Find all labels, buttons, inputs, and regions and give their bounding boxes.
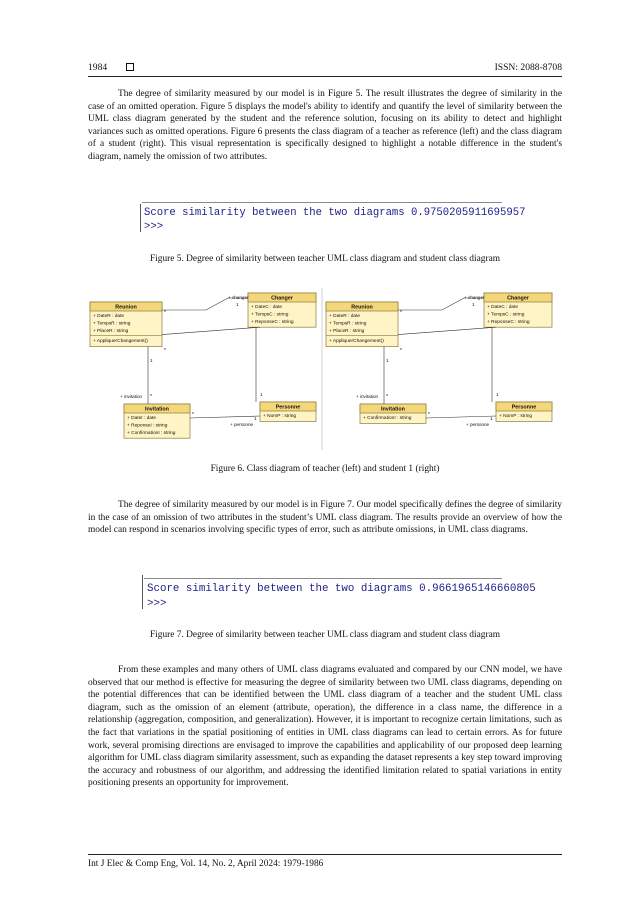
multiplicity-label: 1: [496, 392, 499, 397]
changer-class-name: Changer: [271, 295, 293, 302]
association-label: + personne: [230, 422, 254, 427]
changer-attribute: + ReponseC : string: [487, 320, 530, 325]
invitation-attribute: + DateI : date: [127, 416, 156, 422]
paragraph-1: The degree of similarity measured by our model is in Figure 5. The result illustrates the degree of similarity in the case of an omitted operation. Figure 5 displays the model's ability to identify and quantify the level of similarity between the UML class diagram generated by the student and the reference solution, focusing on its ability to detect and highlight variances such as omitted operations. Figure 6 presents the class diagram of a teacher as reference (left) and the class diagram of a student (right). This visual representation is specifically designed to highlight a notable difference in the student's diagram, namely the omission of two attributes.: [88, 89, 562, 162]
reunion-class-name: Reunion: [115, 304, 137, 311]
figure-7-caption: Figure 7. Degree of similarity between teacher UML class diagram and student class diagram: [149, 630, 501, 640]
reunion-attribute: + PlaceR : string: [329, 329, 365, 334]
changer-attribute: + DateC : date: [487, 305, 519, 311]
changer-attribute: + TempsC : string: [487, 312, 525, 318]
paragraph-3: From these examples and many others of UML class diagrams evaluated and compared by our CNN model, we have observed that our method is effective for measuring the degree of similarity between two UML class diagrams, depending on the potential differences that can be identified between the UML class diagram of a teacher and the student UML class diagram, such as the omission of an element (attribute, operation), the difference in a class name, the difference in a relationship (aggregation, composition, and generalization). However, it is important to recognize certain limitations, such as the fact that variations in the spatial positioning of entities in UML class diagrams can lead to certain errors. As for future work, several promising directions are envisaged to improve the capabilities and applicability of our proposed deep learning algorithm for UML class diagram similarity assessment, such as expanding the dataset represents a key step toward improving the accuracy and robustness of our algorithm, and addressing the identified limitation related to spatial variations in entity positioning presents an opportunity for improvement.: [88, 665, 563, 789]
footer-rule: [88, 854, 562, 855]
multiplicity-label: *: [428, 412, 430, 418]
invitation-attribute: + ReponseI : string: [127, 423, 168, 429]
association-label: + invitation: [356, 394, 379, 399]
personne-attribute: + NomP : string: [499, 414, 533, 420]
reunion-attribute: + DateR : date: [93, 314, 125, 320]
issn: ISSN: 2088-8708: [494, 62, 562, 73]
page-number: 1984: [88, 62, 108, 73]
multiplicity-label: *: [400, 348, 402, 354]
invitation-class-name: Invitation: [145, 406, 169, 413]
multiplicity-label: 1: [490, 416, 493, 421]
reunion-attribute: + DateR : date: [329, 314, 361, 320]
association-label: + invitation: [120, 394, 143, 399]
association-label: + personne: [466, 422, 490, 427]
figure-5-caption: Figure 5. Degree of similarity between teacher UML class diagram and student class diagram: [149, 254, 501, 264]
multiplicity-label: 1: [260, 392, 263, 397]
reunion-attribute: + TempsR : string: [329, 321, 367, 327]
invitation-attribute: + ConfirmationI : string: [127, 431, 176, 436]
paragraph-2: The degree of similarity measured by our model is in Figure 7. Our model specifically defines the degree of similarity in the case of an omission of two attributes in the student’s UML class diagram. The results provide an overview of how the model can respond in scenarios involving specific types of error, such as attribute omissions, in UML class diagrams.: [88, 500, 562, 536]
figure-6-caption: Figure 6. Class diagram of teacher (left) and student 1 (right): [210, 464, 440, 474]
multiplicity-label: 1: [472, 302, 475, 307]
changer-attribute: + DateC : date: [251, 305, 283, 311]
personne-attribute: + NomP : string: [263, 414, 297, 420]
box-icon: [126, 63, 134, 71]
invitation-attribute: + ConfirmationI : string: [363, 416, 412, 422]
multiplicity-label: 1: [150, 358, 153, 363]
reunion-attribute: + PlaceR : string: [93, 329, 129, 334]
personne-class-name: Personne: [275, 404, 301, 411]
reunion-class-name: Reunion: [351, 304, 373, 311]
console-score-line: Score similarity between the two diagrams 0.9750205911695957: [144, 207, 526, 219]
header-rule: [88, 76, 562, 77]
changer-attribute: + TempsC : string: [251, 312, 289, 318]
invitation-class-name: Invitation: [381, 406, 405, 413]
reunion-operation: + AppliquerChangement(): [329, 338, 384, 344]
figure-7-console: [140, 572, 536, 614]
console-score-line: Score similarity between the two diagrams 0.9661965146660805: [147, 583, 536, 595]
console-prompt: >>>: [144, 221, 164, 233]
multiplicity-label: *: [386, 394, 388, 400]
association-label: + changer: [464, 295, 485, 300]
multiplicity-label: *: [192, 412, 194, 418]
multiplicity-label: 1: [254, 416, 257, 421]
multiplicity-label: *: [164, 348, 166, 354]
personne-class-name: Personne: [511, 404, 537, 411]
association-label: + changer: [228, 295, 249, 300]
reunion-attribute: + TempsR : string: [93, 321, 131, 327]
multiplicity-label: 1: [386, 358, 389, 363]
multiplicity-label: 1: [236, 302, 239, 307]
multiplicity-label: *: [400, 310, 402, 316]
changer-class-name: Changer: [507, 295, 529, 302]
journal-footer: Int J Elec & Comp Eng, Vol. 14, No. 2, April 2024: 1979-1986: [88, 859, 324, 869]
multiplicity-label: *: [164, 310, 166, 316]
multiplicity-label: *: [150, 394, 152, 400]
console-prompt: >>>: [147, 598, 167, 610]
figure-5-console: [138, 196, 526, 236]
reunion-operation: + AppliquerChangement(): [93, 338, 148, 344]
changer-attribute: + ReponseC : string: [251, 320, 294, 325]
figure-6-diagrams: [88, 288, 564, 450]
